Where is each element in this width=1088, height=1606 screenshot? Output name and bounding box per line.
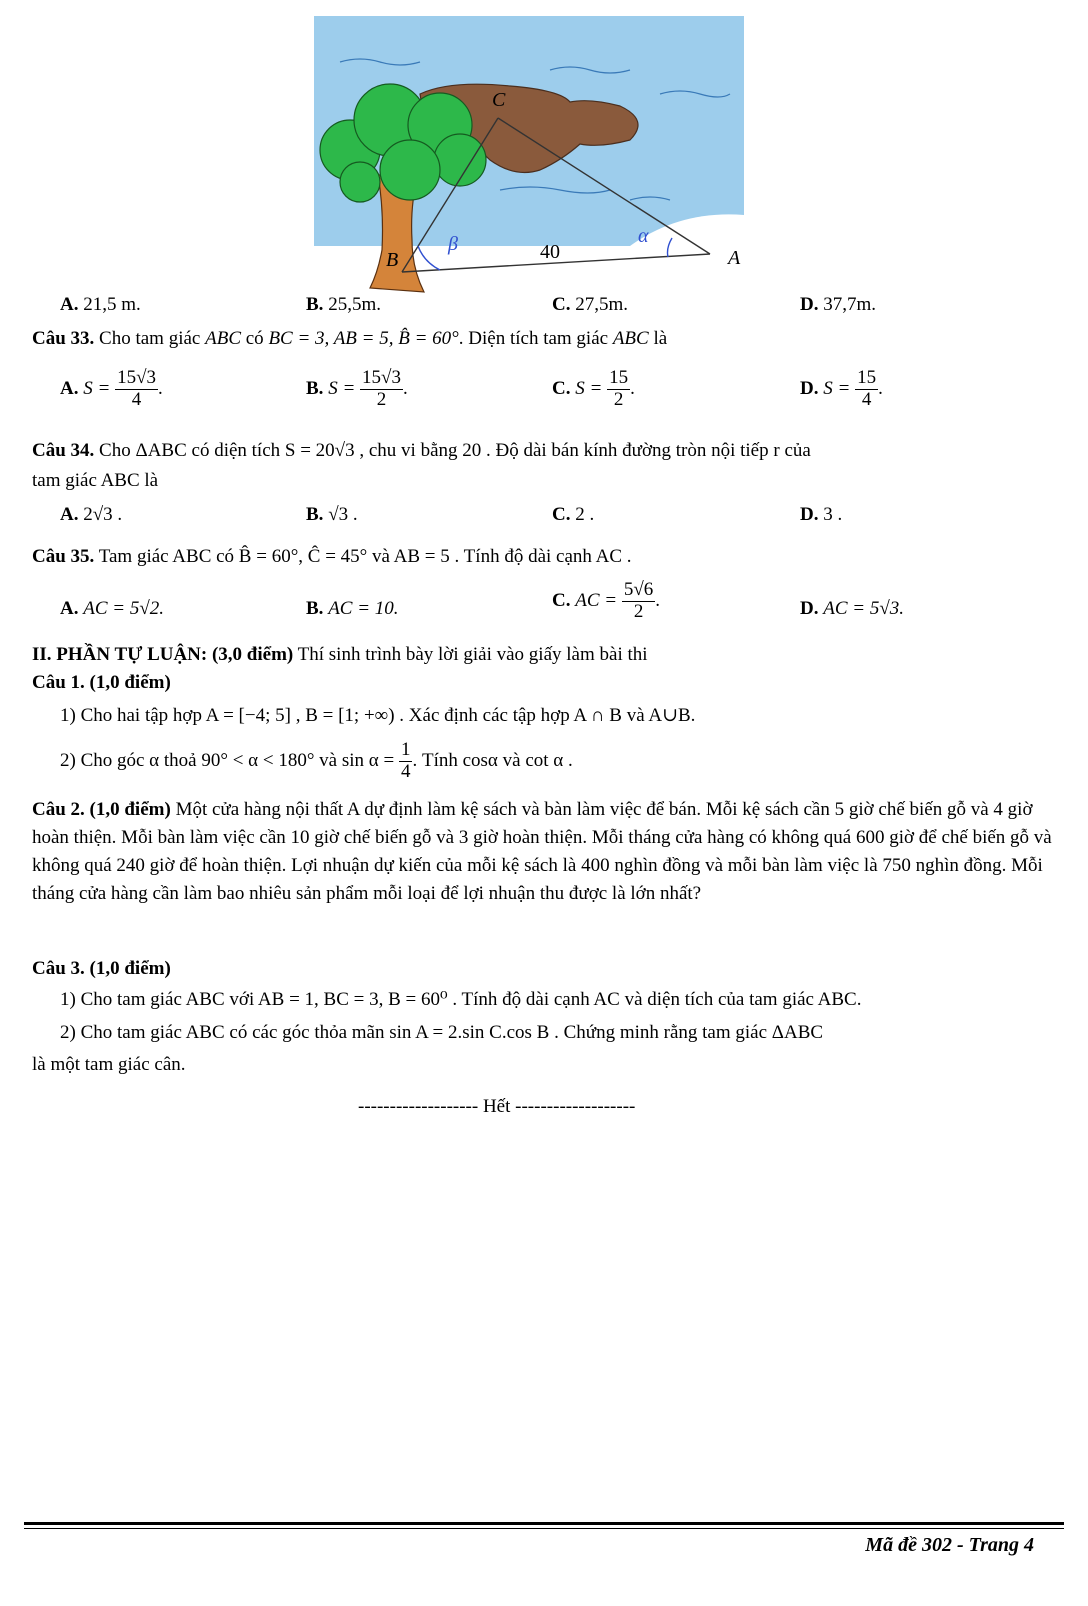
option-text: AC = 5√3. — [823, 598, 905, 619]
c2-paragraph — [32, 796, 1052, 908]
option-letter: D. — [800, 294, 819, 315]
footer-rule-thick — [24, 1522, 1064, 1525]
option-letter: D. — [800, 377, 819, 399]
option-text: 37,7m. — [823, 294, 877, 315]
fraction — [399, 740, 413, 783]
q33-stem — [32, 328, 667, 350]
c2-title: Câu 2. (1,0 điểm) — [32, 799, 171, 820]
label-b: B — [386, 249, 399, 271]
option-end: . — [878, 377, 883, 399]
option-letter: C. — [552, 589, 571, 611]
c3-part1: 1) Cho tam giác ABC với AB = 1, BC = 3, B = 60⁰ . Tính độ dài cạnh AC và diện tích của tam giác ABC. — [60, 989, 862, 1010]
option-text: √3 . — [328, 504, 358, 525]
angle-beta-arc — [418, 246, 440, 270]
fraction-denominator: 2 — [607, 389, 630, 411]
fraction — [115, 368, 158, 411]
q35-option-b — [306, 598, 399, 620]
option-lhs: S = — [823, 377, 851, 399]
c3-title: Câu 3. (1,0 điểm) — [32, 958, 171, 979]
fraction-denominator: 4 — [855, 389, 878, 411]
q34-stem-line1 — [32, 440, 811, 462]
q33-label: Câu 33. — [32, 328, 95, 349]
option-end: . — [402, 377, 408, 399]
q33-triangle-2: ABC — [612, 328, 649, 349]
fraction-denominator: 4 — [400, 760, 411, 782]
fraction-numerator: 15 — [857, 367, 877, 388]
option-letter: B. — [306, 504, 324, 525]
option-letter: D. — [800, 598, 819, 619]
option-text: 2√3 . — [83, 504, 123, 525]
fraction-numerator: 15√3 — [362, 367, 401, 388]
q35-option-c — [552, 580, 660, 623]
q32-option-d — [800, 294, 876, 316]
option-letter: A. — [60, 504, 79, 525]
q33-word-la: là — [653, 328, 668, 349]
option-letter: B. — [306, 377, 324, 399]
option-lhs: S = — [575, 377, 603, 399]
q32-option-a — [60, 294, 141, 316]
q34-option-d — [800, 504, 842, 526]
option-letter: A. — [60, 294, 79, 315]
option-letter: A. — [60, 598, 79, 619]
q33-text-post: . Diện tích tam giác — [458, 328, 609, 349]
part2-heading-bold: II. PHẦN TỰ LUẬN: (3,0 điểm) — [32, 644, 294, 665]
q33-text-pre: Cho tam giác — [99, 328, 201, 349]
q33-option-c — [552, 368, 635, 411]
option-text: 25,5m. — [328, 294, 381, 315]
q35-option-a — [60, 598, 164, 620]
c1-part2 — [60, 740, 573, 783]
footer-rule-thin — [24, 1528, 1064, 1529]
label-a: A — [728, 247, 741, 269]
q33-option-a — [60, 368, 163, 411]
c1-title: Câu 1. (1,0 điểm) — [32, 672, 171, 693]
q33-option-d — [800, 368, 883, 411]
q33-word-co: có — [245, 328, 264, 349]
q33-option-b — [306, 368, 408, 411]
option-text: 27,5m. — [575, 294, 629, 315]
fraction — [360, 368, 403, 411]
q35-text: Tam giác ABC có B̂ = 60°, Ĉ = 45° và AB = 5 . Tính độ dài cạnh AC . — [98, 546, 632, 567]
option-text: 2 . — [575, 504, 595, 525]
label-beta: β — [448, 233, 458, 255]
option-end: . — [158, 377, 163, 399]
option-letter: C. — [552, 504, 571, 525]
q35-option-d — [800, 598, 904, 620]
q34-option-c — [552, 504, 594, 526]
q35-stem — [32, 546, 632, 568]
option-letter: B. — [306, 598, 324, 619]
fraction-numerator: 5√6 — [623, 579, 654, 600]
option-lhs: AC = — [575, 589, 618, 611]
option-letter: B. — [306, 294, 324, 315]
option-end: . — [655, 589, 661, 611]
c1-part2-post: . Tính cosα và cot α . — [412, 749, 573, 771]
fraction — [622, 580, 655, 623]
q33-triangle: ABC — [205, 328, 241, 349]
option-end: . — [630, 377, 635, 399]
fraction-denominator: 2 — [622, 601, 655, 623]
fraction — [855, 368, 878, 411]
fraction-numerator: 1 — [400, 739, 411, 760]
c1-part2-pre: 2) Cho góc α thoả 90° < α < 180° và sin α = — [60, 749, 395, 771]
label-40: 40 — [540, 241, 560, 263]
option-text: 21,5 m. — [83, 294, 141, 315]
fraction-numerator: 15√3 — [117, 367, 156, 388]
option-letter: A. — [60, 377, 79, 399]
footer-page-code: Mã đề 302 - Trang 4 — [865, 1534, 1034, 1556]
option-lhs: S = — [328, 377, 356, 399]
fraction — [607, 368, 630, 411]
q32-option-b — [306, 294, 381, 316]
option-text: AC = 10. — [328, 598, 399, 619]
q32-option-c — [552, 294, 628, 316]
option-letter: D. — [800, 504, 819, 525]
c3-part2-line1: 2) Cho tam giác ABC có các góc thỏa mãn sin A = 2.sin C.cos B . Chứng minh rằng tam giác ΔABC — [60, 1022, 824, 1043]
q34-stem-line2: tam giác ABC là — [32, 470, 159, 491]
part2-heading-rest: Thí sinh trình bày lời giải vào giấy làm bài thi — [293, 644, 648, 665]
part2-heading — [32, 644, 648, 666]
q33-given: BC = 3, AB = 5, B̂ = 60° — [268, 328, 459, 349]
c3-part2-line2: là một tam giác cân. — [32, 1054, 186, 1075]
end-marker: ------------------- Hết ------------------- — [358, 1096, 636, 1117]
option-letter: C. — [552, 294, 571, 315]
option-letter: C. — [552, 377, 571, 399]
c1-part1: 1) Cho hai tập hợp A = [−4; 5] , B = [1; +∞) . Xác định các tập hợp A ∩ B và A∪B. — [60, 705, 696, 726]
figure-illustration — [300, 10, 760, 295]
q35-label: Câu 35. — [32, 546, 95, 567]
option-text: AC = 5√2. — [83, 598, 165, 619]
label-c: C — [492, 89, 506, 111]
fraction-numerator: 15 — [609, 367, 629, 388]
label-alpha: α — [638, 225, 649, 247]
q34-option-a — [60, 504, 122, 526]
q34-option-b — [306, 504, 358, 526]
q34-text-line1: Cho ΔABC có diện tích S = 20√3 , chu vi bằng 20 . Độ dài bán kính đường tròn nội tiếp r của — [99, 440, 811, 461]
fraction-denominator: 2 — [360, 389, 403, 411]
c2-text: Một cửa hàng nội thất A dự định làm kệ sách và bàn làm việc để bán. Mỗi kệ sách cần 5 giờ chế biến gỗ và 4 giờ hoàn thiện. Mỗi bàn làm việc cần 10 giờ chế biến gỗ và 3 giờ hoàn thiện. Mỗi tháng cửa hàng có không quá 600 giờ để chế biến gỗ và không quá 240 giờ để hoàn thiện. Lợi nhuận dự kiến của mỗi kệ sách là 400 nghìn đồng và mỗi bàn làm việc là 750 nghìn đồng. Mỗi tháng cửa hàng cần làm bao nhiêu sản phẩm mỗi loại để lợi nhuận thu được là lớn nhất? — [32, 799, 1052, 904]
option-lhs: S = — [83, 377, 111, 399]
q34-label: Câu 34. — [32, 440, 95, 461]
fraction-denominator: 4 — [115, 389, 158, 411]
option-text: 3 . — [823, 504, 843, 525]
